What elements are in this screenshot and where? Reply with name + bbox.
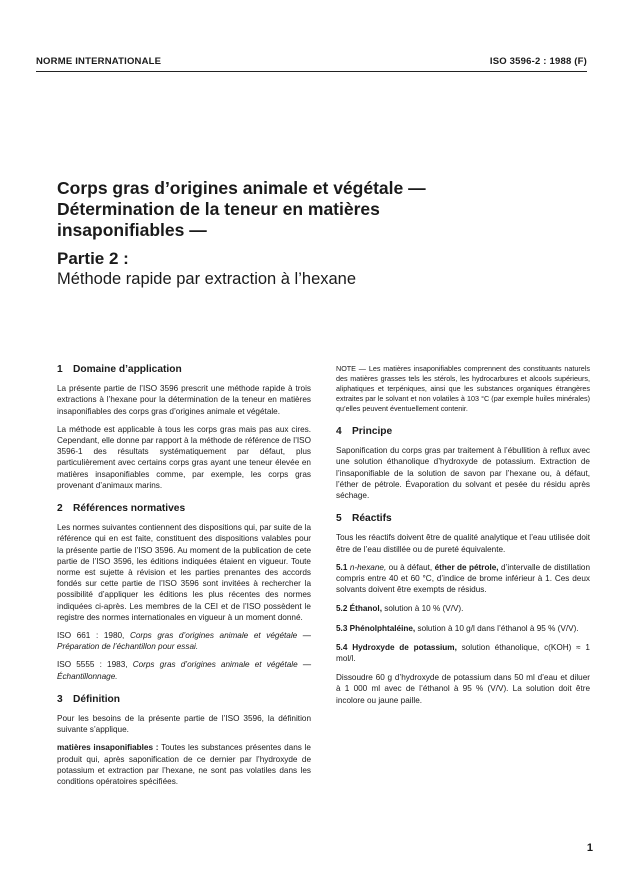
header-standard-number: ISO 3596-2 : 1988 (F) bbox=[489, 56, 587, 67]
left-column bbox=[57, 364, 311, 794]
section-4-paragraph: Saponification du corps gras par traitement à l’ébullition à reflux avec une solution éthanolique d’hydroxyde de potassium. Extraction de l’insaponifiable de la solution de savon par l’hexane ou, à défaut, l’éther de pétrole. Évaporation du solvant et pesée du résidu après séchage. bbox=[336, 446, 590, 501]
reagent-5-1: 5.1 n-hexane, ou à défaut, éther de pétrole, d’intervalle de distillation compris entre 40 et 60 °C, d’indice de brome inférieur à 1. Ces deux solvants doivent être exempts de résidus. bbox=[336, 562, 591, 595]
section-5-paragraph: Tous les réactifs doivent être de qualité analytique et l’eau utilisée doit être de l’eau distillée ou de pureté équivalente. bbox=[336, 533, 590, 554]
part-subtitle: Méthode rapide par extraction à l’hexane bbox=[57, 270, 357, 288]
reagent-5-2: 5.2 Éthanol, solution à 10 % (V/V). bbox=[336, 604, 464, 614]
title-line-2: Détermination de la teneur en matières bbox=[57, 199, 380, 219]
definition-note: NOTE — Les matières insaponifiables comprennent des constituants naturels des matières grasses tels les stérols, les hydrocarbures et alcools supérieurs, aliphatiques et terpéniques, ainsi que les substances organiques étrangères extraites par le solvant et non volatiles à 103 °C (par exemple huiles minérales) qu’elles peuvent éventuellement contenir. bbox=[336, 364, 590, 413]
reagent-5-4: 5.4 Hydroxyde de potassium, solution éthanolique, c(KOH) ≈ 1 mol/l. bbox=[336, 642, 590, 664]
section-2-heading: 2 Références normatives bbox=[57, 503, 186, 515]
section-1-paragraph-2: La méthode est applicable à tous les corps gras mais pas aux cires. Cependant, elle donne par rapport à la méthode de référence de l’ISO 3596-1 des résultats systématiquement par défaut, plus particulièrement avec certains corps gras ayant une teneur élevée en matières insaponifiables comme, par exemple, les corps gras provenant d’animaux marins. bbox=[57, 424, 311, 490]
document-title bbox=[57, 178, 477, 241]
page-number: 1 bbox=[586, 842, 593, 854]
section-5-heading: 5 Réactifs bbox=[336, 513, 392, 525]
section-1-paragraph-1: La présente partie de l’ISO 3596 prescrit une méthode rapide à trois extractions à l’hexane pour la détermination de la teneur en matières insaponifiables des corps gras d’origines animale et végétale. bbox=[57, 384, 311, 416]
section-1-heading: 1 Domaine d’application bbox=[57, 364, 182, 375]
reagent-5-3: 5.3 Phénolphtaléine, solution à 10 g/l dans l’éthanol à 95 % (V/V). bbox=[336, 623, 579, 633]
title-line-3: insaponifiables — bbox=[57, 220, 207, 240]
title-line-1: Corps gras d’origines animale et végétale — bbox=[57, 178, 426, 198]
definition-term: matières insaponifiables : Toutes les substances présentes dans le produit qui, après saponification de ce dernier par l’hydroxyde de potassium et extraction par l’hexane, ne sont pas volatiles dans les conditions opératoires spécifiées. bbox=[57, 743, 311, 787]
reagent-5-4-preparation: Dissoudre 60 g d’hydroxyde de potassium dans 50 ml d’eau et diluer à 1 000 ml avec de l’éthanol à 95 % (V/V). La solution doit être incolore ou jaune paille. bbox=[336, 673, 590, 705]
section-2-paragraph: Les normes suivantes contiennent des dispositions qui, par suite de la référence qui en est faite, constituent des dispositions valables pour la présente partie de l’ISO 3596. Au moment de la publication de cete partie de l’ISO 3596, les éditions indiquées étaient en vigueur. Toute norme est sujette à révision et les parties prenantes des accords fondés sur cette partie de l’ISO 3596 sont invitées à rechercher la possibilité d’appliquer les éditions les plus récentes des normes indiquées ci-après. Les membres de la CEI et de l’ISO possèdent le registre des normes internationales en vigueur à un moment donné. bbox=[57, 523, 311, 622]
header-standard-type: NORME INTERNATIONALE bbox=[36, 56, 162, 67]
section-3-heading: 3 Définition bbox=[57, 693, 120, 705]
right-column bbox=[336, 364, 590, 713]
part-label: Partie 2 : bbox=[57, 249, 129, 268]
section-4-heading: 4 Principe bbox=[336, 426, 393, 437]
reference-iso-5555: ISO 5555 : 1983, Corps gras d’origines animale et végétale — Échantillonnage. bbox=[57, 660, 312, 681]
reference-iso-661: ISO 661 : 1980, Corps gras d’origines animale et végétale — Préparation de l’échantillon pour essai. bbox=[57, 631, 311, 652]
header-rule bbox=[36, 71, 587, 72]
section-3-paragraph: Pour les besoins de la présente partie de l’ISO 3596, la définition suivante s’applique. bbox=[57, 714, 311, 735]
